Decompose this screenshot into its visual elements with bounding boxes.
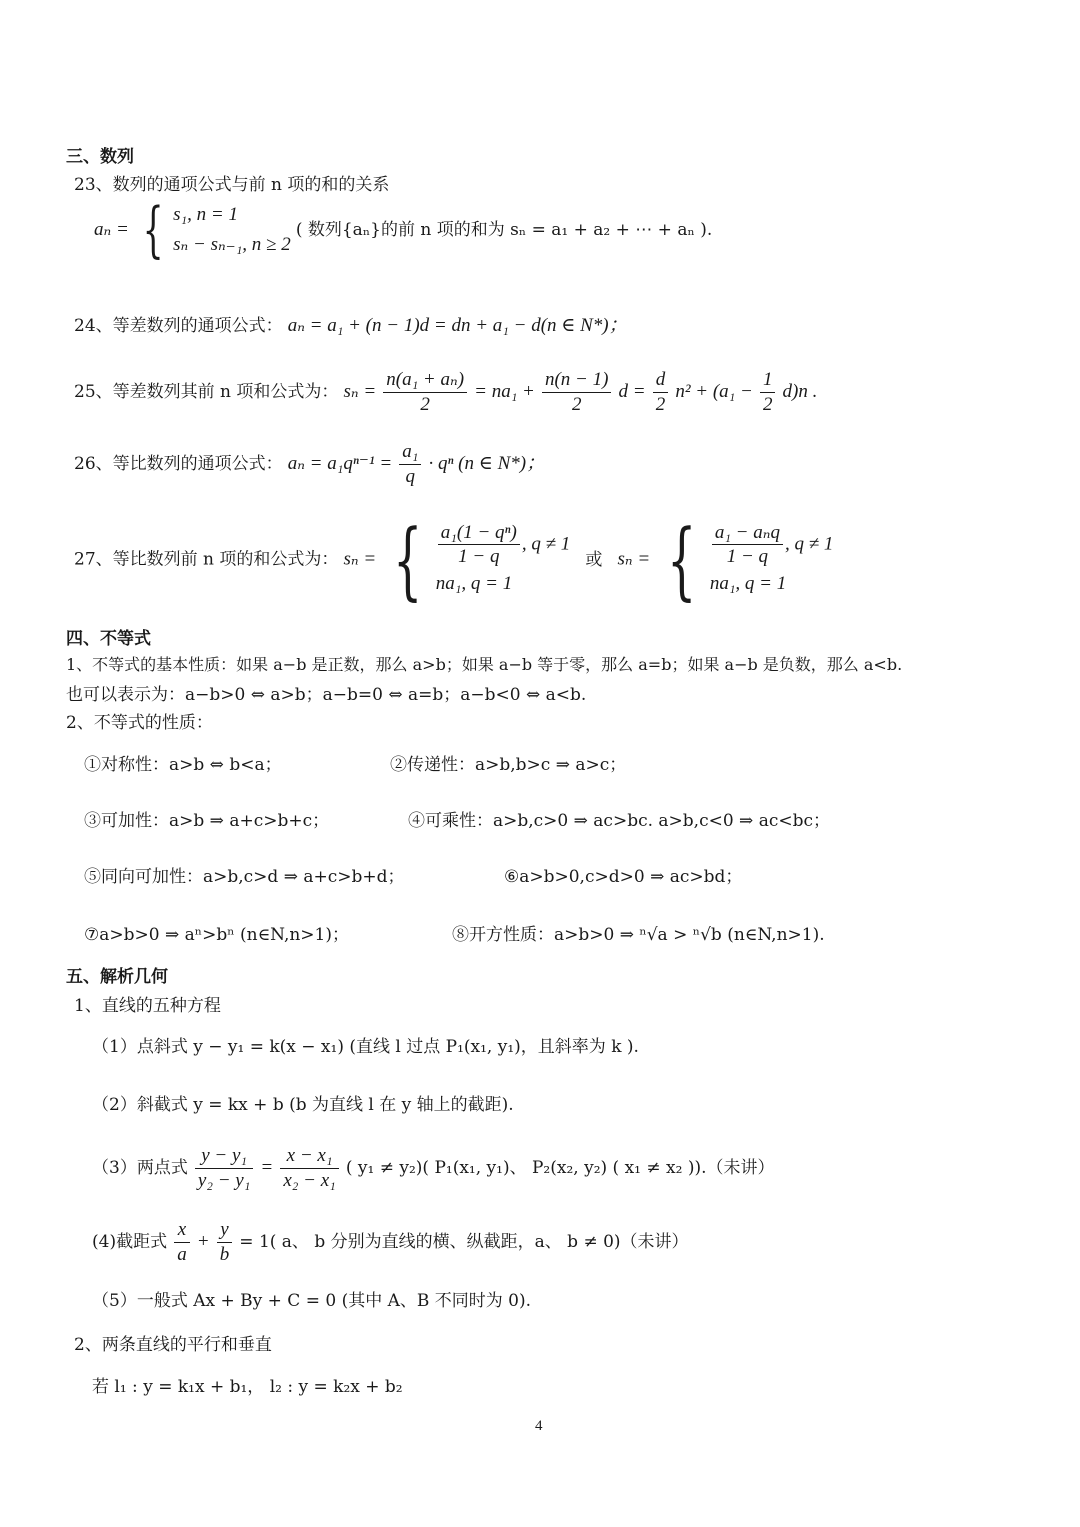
fraction <box>383 368 467 417</box>
formula-24: aₙ = a₁ + (n − 1)d = dn + a₁ − d(n ∈ N*)； <box>287 315 628 336</box>
formula-25-lhs: sₙ = <box>343 380 377 402</box>
item-26-label: 26、等比数列的通项公式： <box>74 453 283 474</box>
property-additivity: ③可加性：a>b ⇒ a+c>b+c； <box>84 811 330 831</box>
intercept-form-label: (4)截距式 <box>92 1231 168 1252</box>
denominator: 2 <box>420 393 430 415</box>
intercept-form-conditions: = 1( a、 b 分别为直线的横、纵截距，a、 b ≠ 0)（未讲） <box>239 1231 689 1252</box>
denominator: 2 <box>655 393 666 415</box>
fraction <box>438 521 520 570</box>
formula-26-lhs: aₙ = a₁qⁿ⁻¹ = <box>287 452 393 474</box>
formula-25-end: d)n . <box>782 380 818 402</box>
inequality-properties-title: 2、不等式的性质： <box>66 713 213 733</box>
property-positive-multiplication: ⑥a>b>0,c>d>0 ⇒ ac>bd； <box>504 867 743 887</box>
item-27 <box>74 511 834 609</box>
inequality-equivalent-form: 也可以表示为：a−b>0 ⇔ a>b；a−b=0 ⇔ a=b；a−b<0 ⇔ a<b. <box>66 685 587 705</box>
left-brace-icon: { <box>667 511 697 609</box>
two-point-form-conditions: ( y₁ ≠ y₂)( P₁(x₁, y₁)、 P₂(x₂, y₂) ( x₁ ≠ x₂ )).（未讲） <box>345 1157 775 1178</box>
numerator: y − y₁ <box>195 1144 253 1169</box>
numerator: d <box>653 368 669 393</box>
denominator: 1 − q <box>726 546 769 568</box>
property-power: ⑦a>b>0 ⇒ aⁿ>bⁿ (n∈N,n>1)； <box>84 925 349 945</box>
numerator: a₁ − aₙq <box>712 521 783 546</box>
two-lines-definition: 若 l₁ : y = k₁x + b₁， l₂ : y = k₂x + b₂ <box>92 1377 403 1397</box>
item-23-title: 23、数列的通项公式与前 n 项的和的关系 <box>74 175 390 195</box>
page-number: 4 <box>535 1418 543 1434</box>
item-27-label: 27、等比数列前 n 项的和公式为： <box>74 549 339 570</box>
item-24-label: 24、等差数列的通项公式： <box>74 316 283 336</box>
two-point-form: （3）两点式 $\frac{\text{y − y₁}}{\text{y₂ − y₁}}$ = $\frac{\text{x − x₁}}{\text{x₂ − x₁}}$ ( y₁ ≠ y₂)( P₁(x₁, y₁)、 P₂(x₂, y₂) ( x₁ ≠ x₂ )).（未讲） <box>92 1145 775 1191</box>
formula-27b-condition: , q ≠ 1 <box>784 533 834 555</box>
item-26 <box>74 440 545 489</box>
numerator: n(a₁ + aₙ) <box>383 368 467 393</box>
denominator: 1 − q <box>458 546 500 568</box>
section-heading-analytic-geometry: 五、解析几何 <box>66 967 168 987</box>
numerator: y <box>217 1218 233 1243</box>
formula-25-tail: n² + (a₁ − <box>675 380 753 402</box>
formula-27b-lhs: sₙ = <box>617 548 651 570</box>
intercept-form: (4)截距式 $\frac{x}{a}$ + $\frac{y}{b}$ = 1( a、 b 分别为直线的横、纵截距，a、 b ≠ 0)（未讲） <box>92 1219 689 1265</box>
item-25-label: 25、等差数列其前 n 项和公式为： <box>74 381 339 402</box>
numerator: n(n − 1) <box>542 368 611 393</box>
fraction <box>760 368 776 417</box>
denominator: x₂ − x₁ <box>283 1169 336 1191</box>
line-equations-title: 1、直线的五种方程 <box>74 996 221 1016</box>
denominator: 2 <box>762 393 773 415</box>
formula-27a-case-2: na₁, q = 1 <box>435 573 513 595</box>
property-multiplicativity: ④可乘性：a>b,c>0 ⇒ ac>bc. a>b,c<0 ⇒ ac<bc； <box>408 811 831 831</box>
fraction <box>399 440 421 489</box>
denominator: 2 <box>571 393 582 415</box>
numerator: x <box>174 1218 190 1243</box>
property-transitivity: ②传递性：a>b,b>c ⇒ a>c； <box>390 755 627 775</box>
formula-27b-case-2: na₁, q = 1 <box>709 573 787 595</box>
numerator: 1 <box>760 368 776 393</box>
denominator: q <box>405 465 416 487</box>
section-heading-inequalities: 四、不等式 <box>66 629 151 649</box>
denominator: y₂ − y₁ <box>197 1169 251 1191</box>
property-symmetry: ①对称性：a>b ⇔ b<a； <box>84 755 282 775</box>
formula-25-d: d = <box>618 380 646 402</box>
fraction <box>174 1218 190 1267</box>
formula-23-lhs: aₙ = <box>94 218 129 240</box>
property-root: ⑧开方性质：a>b>0 ⇒ ⁿ√a > ⁿ√b (n∈N,n>1). <box>452 925 825 945</box>
formula-23-case-1: s₁, n = 1 <box>173 204 238 225</box>
denominator: b <box>219 1243 230 1265</box>
general-form: （5）一般式 Ax + By + C = 0 (其中 A、B 不同时为 0). <box>92 1291 532 1311</box>
section-heading-sequences: 三、数列 <box>66 147 134 167</box>
slope-intercept-form: （2）斜截式 y = kx + b (b 为直线 l 在 y 轴上的截距). <box>92 1095 514 1115</box>
formula-27a-condition: , q ≠ 1 <box>521 533 571 555</box>
fraction <box>542 368 611 417</box>
fraction <box>217 1218 233 1267</box>
item-25 <box>74 368 817 417</box>
formula-25-mid: = na₁ + <box>474 380 535 402</box>
fraction <box>653 368 669 417</box>
item-24 <box>74 310 628 337</box>
formula-27a-lhs: sₙ = <box>343 548 377 570</box>
denominator: a <box>177 1243 187 1265</box>
formula-23 <box>94 195 713 266</box>
formula-23-note: ( 数列{aₙ}的前 n 项的和为 sₙ = a₁ + a₂ + ⋯ + aₙ ). <box>295 219 713 240</box>
left-brace-icon: { <box>393 511 423 609</box>
numerator: a₁ <box>399 440 421 465</box>
fraction <box>280 1144 338 1193</box>
inequality-basic-property: 1、不等式的基本性质：如果 a−b 是正数，那么 a>b；如果 a−b 等于零，那么 a=b；如果 a−b 是负数，那么 a<b. <box>66 655 903 674</box>
two-point-form-label: （3）两点式 <box>92 1157 188 1178</box>
formula-26-tail: · qⁿ (n ∈ N*)； <box>428 452 546 474</box>
numerator: a₁(1 − qⁿ) <box>438 521 520 546</box>
formula-23-case-2: sₙ − sₙ₋₁, n ≥ 2 <box>173 234 291 256</box>
property-same-direction-addition: ⑤同向可加性：a>b,c>d ⇒ a+c>b+d； <box>84 867 405 887</box>
left-brace-icon: { <box>142 195 164 266</box>
point-slope-form: （1）点斜式 y − y₁ = k(x − x₁) (直线 l 过点 P₁(x₁, y₁)，且斜率为 k ). <box>92 1037 639 1057</box>
parallel-perpendicular-title: 2、两条直线的平行和垂直 <box>74 1335 272 1355</box>
fraction <box>712 521 783 570</box>
fraction <box>195 1144 253 1193</box>
numerator: x − x₁ <box>280 1144 338 1169</box>
item-27-or: 或 <box>585 549 603 570</box>
